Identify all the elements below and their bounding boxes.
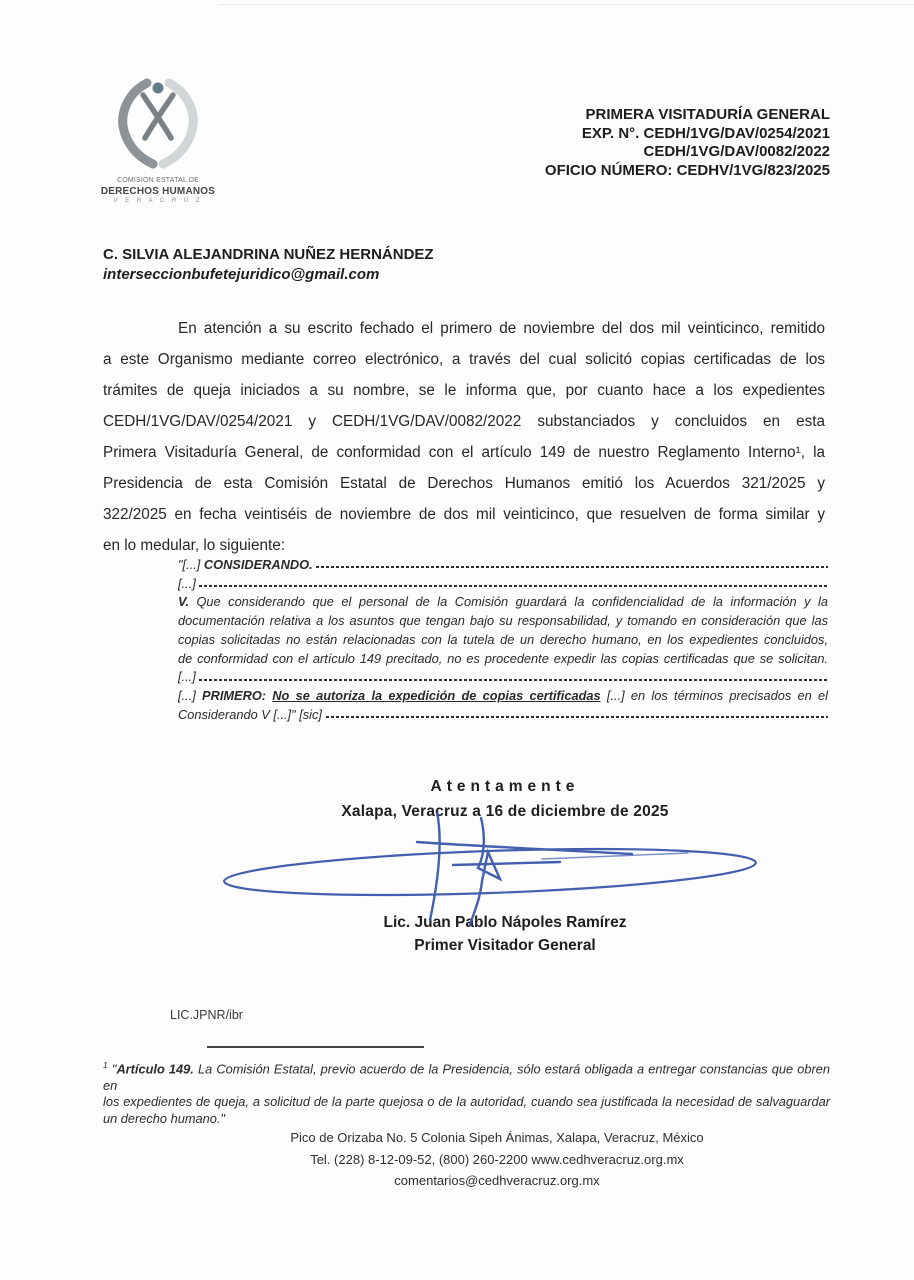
quote-line (178, 575, 828, 594)
dash-filler (326, 716, 828, 718)
reference-initials: LIC.JPNR/ibr (170, 1008, 243, 1022)
footnote-marker: 1 (103, 1060, 108, 1070)
addressee-block (103, 245, 434, 284)
body-line: a este Organismo mediante correo electrónico, a través del cual solicitó copias certificadas de los (103, 351, 825, 368)
handwritten-signature (212, 812, 772, 930)
quote-text: [...] (178, 669, 200, 685)
quoted-acuerdo-block (178, 556, 828, 724)
office-title: PRIMERA VISITADURÍA GENERAL (585, 106, 830, 123)
logo-caption-line1: COMISION ESTATAL DE (116, 177, 200, 184)
footnote-line: un derecho humano." (103, 1110, 225, 1126)
letterhead-reference-block (545, 106, 830, 181)
quote-line: documentación relativa a los asuntos que tengan bajo su responsabilidad, y tomando en consideración que las (178, 613, 828, 629)
addressee-name: C. SILVIA ALEJANDRINA NUÑEZ HERNÁNDEZ (103, 246, 434, 263)
body-line: 322/2025 en fecha veintiséis de noviembre de dos mil veinticinco, que resuelven de forma similar y (103, 506, 825, 523)
expediente-number-1: EXP. N°. CEDH/1VG/DAV/0254/2021 (581, 124, 830, 142)
quote-resolution-underlined: No se autoriza la expedición de copias certificadas (272, 687, 601, 703)
quote-line (178, 687, 828, 706)
quote-text: [...] (178, 575, 200, 591)
body-line: Primera Visitaduría General, de conformidad con el artículo 149 de nuestro Reglamento Interno¹, la (103, 444, 825, 461)
quote-text: [...] en los términos precisados en el (600, 687, 828, 703)
body-line: trámites de queja iniciados a su nombre, se le informa que, por cuanto hace a los expedientes (103, 382, 825, 399)
quote-line: copias solicitadas no están relacionadas con la tutela de un derecho humano, en los expedientes concluidos, (178, 631, 828, 647)
body-line: Presidencia de esta Comisión Estatal de Derechos Humanos emitió los Acuerdos 321/2025 y (103, 475, 825, 492)
quote-line: de conformidad con el artículo 149 precitado, no es procedente expedir las copias certificadas que se solicitan. (178, 650, 828, 666)
body-line: En atención a su escrito fechado el primero de noviembre del dos mil veinticinco, remitido (178, 320, 825, 337)
scan-edge-artifact (218, 4, 914, 5)
quote-line (178, 668, 828, 687)
logo-caption (100, 177, 216, 206)
atentamente-label: Atentamente (430, 778, 580, 795)
quote-line (178, 593, 828, 612)
body-line: CEDH/1VG/DAV/0254/2021 y CEDH/1VG/DAV/0082/2022 substanciados y concluidos en esta (103, 413, 825, 430)
footnote-text: " (107, 1061, 117, 1077)
expediente-number-2: CEDH/1VG/DAV/0082/2022 (643, 143, 830, 161)
logo-caption-line2: DERECHOS HUMANOS (100, 185, 216, 197)
addressee-email: interseccionbufetejuridico@gmail.com (103, 265, 380, 283)
footnote-article-label: Artículo 149. (116, 1061, 194, 1077)
quote-text: Considerando V [...]" [sic] (178, 706, 326, 722)
dash-filler (316, 566, 828, 568)
footer-phone-web: Tel. (228) 8-12-09-52, (800) 260-2200 www.cedhveracruz.org.mx (310, 1151, 684, 1167)
dash-filler (199, 585, 828, 587)
footer-address: Pico de Orizaba No. 5 Colonia Sipeh Ánimas, Xalapa, Veracruz, México (290, 1130, 704, 1145)
footer-contact-block (80, 1127, 914, 1192)
quote-v-label: V. (178, 594, 189, 610)
footer-email: comentarios@cedhveracruz.org.mx (394, 1173, 600, 1188)
quote-primero-label: PRIMERO: (202, 687, 273, 703)
dash-filler (199, 679, 828, 681)
quote-text: Que considerando que el personal de la Comisión guardará la confidencialidad de la información y la (188, 594, 828, 610)
cedh-emblem-icon (116, 78, 200, 170)
footnote-block (103, 1057, 834, 1127)
quote-line (178, 556, 828, 575)
footnote-line (103, 1057, 834, 1094)
footnote-line: los expedientes de queja, a solicitud de la parte quejosa o de la autoridad, cuando sea justificada la necesidad de salvaguardar (103, 1094, 830, 1110)
signer-title: Primer Visitador General (414, 937, 596, 954)
body-paragraph (103, 313, 825, 561)
signer-name: Lic. Juan Pablo Nápoles Ramírez (383, 914, 627, 931)
logo-caption-line3: V E R A C R U Z (113, 198, 203, 205)
oficio-number: OFICIO NÚMERO: CEDHV/1VG/823/2025 (544, 162, 830, 180)
body-line: en lo medular, lo siguiente: (103, 537, 285, 554)
quote-considerando-label: CONSIDERANDO. (203, 557, 317, 572)
quote-text: [...] (178, 687, 203, 703)
place-and-date: Xalapa, Veracruz a 16 de diciembre de 2025 (341, 803, 669, 820)
quote-line (178, 706, 828, 725)
footnote-text: La Comisión Estatal, previo acuerdo de la Presidencia, sólo estará obligada a entregar constancias que obren en (103, 1061, 834, 1093)
cedh-logo (100, 78, 216, 206)
quote-text: "[...] (178, 557, 204, 572)
footnote-separator (207, 1046, 424, 1048)
